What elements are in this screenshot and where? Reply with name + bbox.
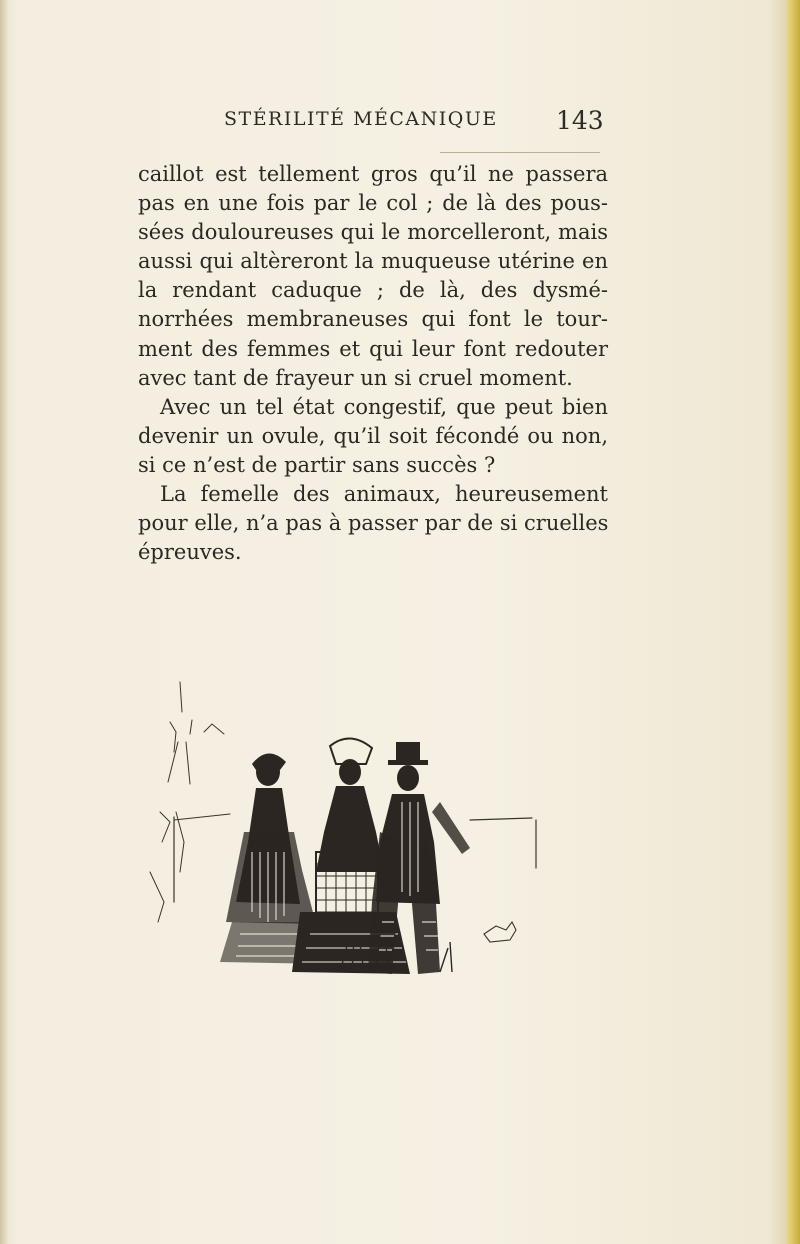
page-gilt-edge [786,0,800,1244]
text-line: caillot est tellement gros qu’il ne passera [138,162,608,186]
engraving-figures-icon [140,672,540,984]
page-spine-shadow [0,0,8,1244]
text-line: avec tant de frayeur un si cruel moment. [138,365,573,390]
figure-man-right [368,742,470,974]
page-header [0,106,800,146]
text-line: devenir un ovule, qu’il soit fécondé ou non, [138,423,608,448]
text-line: aussi qui altèreront la muqueuse utérine en [138,249,608,274]
text-line: La femelle des animaux, heureusement [160,482,608,507]
text-line: la rendant caduque ; de là, des dysmé- [138,278,608,303]
text-line: si ce n’est de partir sans succès ? [138,452,496,477]
text-line: épreuves. [138,540,242,565]
running-head: STÉRILITÉ MÉCANIQUE [224,108,498,130]
text-line: ment des femmes et qui leur font redouter [138,336,608,361]
text-line: norrhées membraneuses qui font le tour- [138,307,608,332]
header-rule [440,152,600,153]
body-text [138,160,608,567]
text-line: Avec un tel état congestif, que peut bien [160,394,608,419]
page-number: 143 [556,106,604,135]
text-line: pas en une fois par le col ; de là des pous- [138,191,608,216]
text-line: sées douloureuses qui le morcelleront, mais [138,220,608,245]
text-line: pour elle, n’a pas à passer par de si cruelles [138,511,609,536]
